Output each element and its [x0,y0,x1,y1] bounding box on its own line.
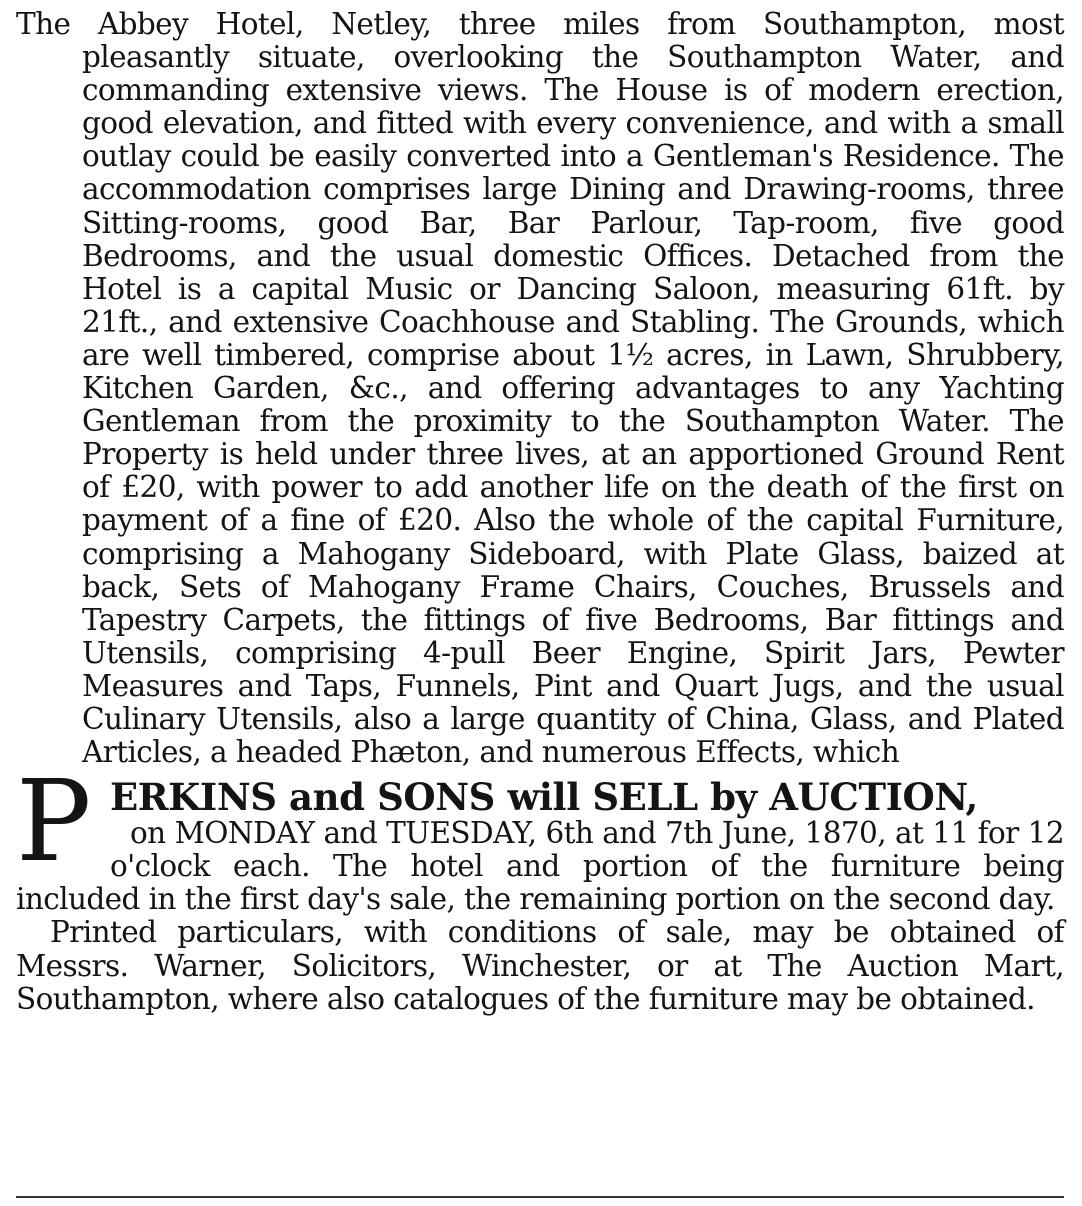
bottom-rule [16,1196,1064,1198]
hotel-auction-advert [16,8,1064,1016]
auction-heading: ERKINS and SONS will SELL by AUCTION, [110,775,978,820]
auction-announcement [16,757,1064,917]
auction-details: on MONDAY and TUESDAY, 6th and 7th June, 1870, at 11 for 12 o'clock each. The hotel and portion of the furniture being included in the first day's sale, the remaining portion on the second day. [16,816,1064,917]
particulars-note: Printed particulars, with conditions of sale, may be obtained of Messrs. Warner, Solicitors, Winchester, or at The Auction Mart, Southampton, where also catalogues of the furniture may be obtained. [16,915,1064,1016]
property-description: The Abbey Hotel, Netley, three miles from Southampton, most pleasantly situate, overlooking the Southampton Water, and commanding extensive views. The House is of modern erection, good elevation, and fitted with every convenience, and with a small outlay could be easily converted into a Gentleman's Residence. The accommodation comprises large Dining and Drawing-rooms, three Sitting-rooms, good Bar, Bar Parlour, Tap-room, five good Bedrooms, and the usual domestic Offices. Detached from the Hotel is a capital Music or Dancing Saloon, measuring 61ft. by 21ft., and extensive Coachhouse and Stabling. The Grounds, which are well timbered, comprise about 1½ acres, in Lawn, Shrubbery, Kitchen Garden, &c., and offering advantages to any Yachting Gentleman from the proximity to the Southampton Water. The Property is held under three lives, at an apportioned Ground Rent of £20, with power to add another life on the death of the first on payment of a fine of £20. Also the whole of the capital Furniture, comprising a Mahogany Sideboard, with Plate Glass, baized at back, Sets of Mahogany Frame Chairs, Couches, Brussels and Tapestry Carpets, the fittings of five Bedrooms, Bar fittings and Utensils, comprising 4-pull Beer Engine, Spirit Jars, Pewter Measures and Taps, Funnels, Pint and Quart Jugs, and the usual Culinary Utensils, also a large quantity of China, Glass, and Plated Articles, a headed Phæton, and numerous Effects, which [16,7,1064,770]
drop-cap: P [16,757,92,888]
